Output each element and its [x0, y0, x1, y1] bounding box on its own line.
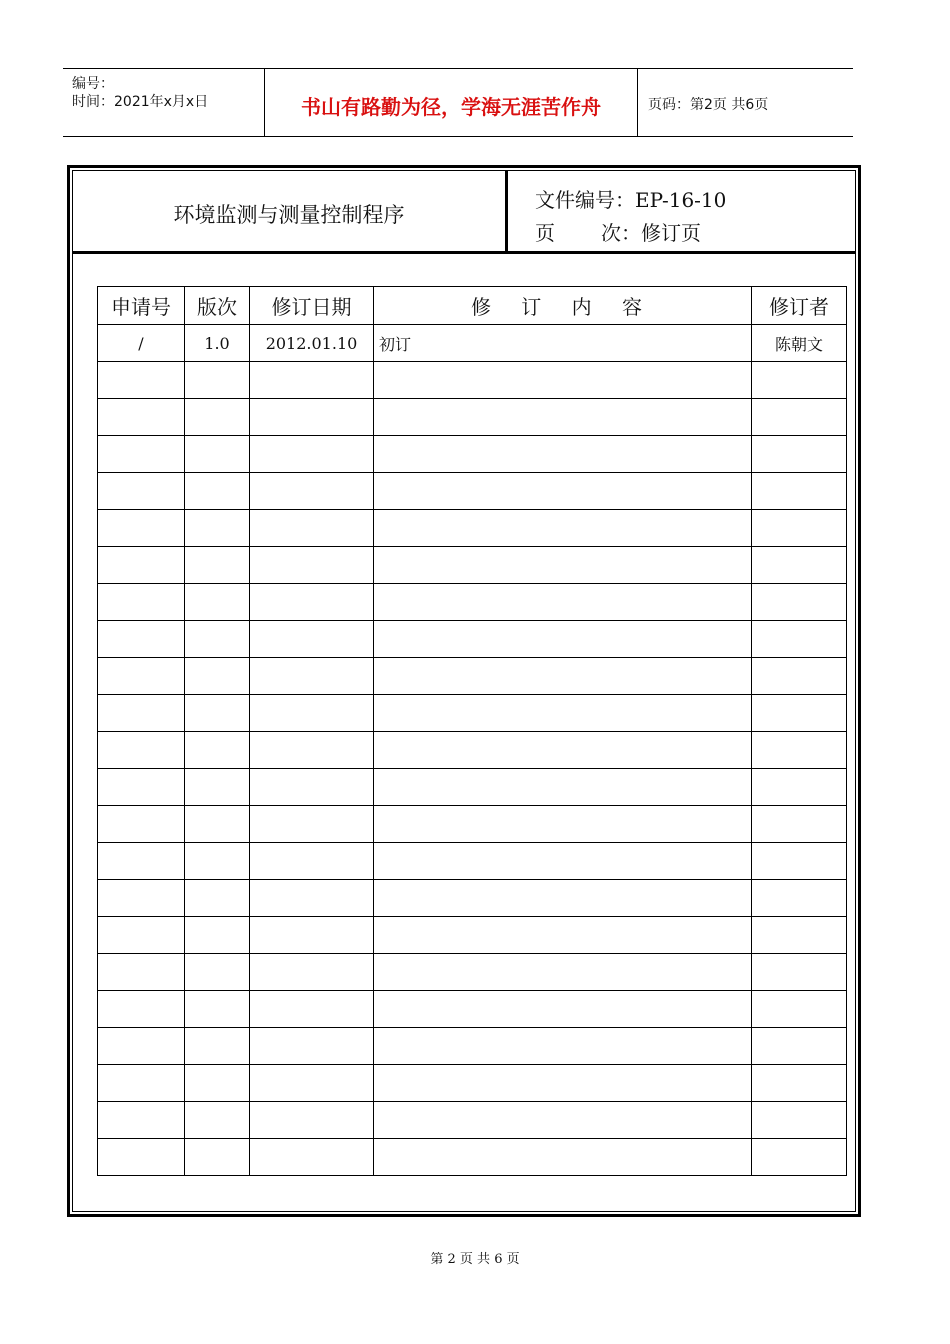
cell-revision-date [250, 880, 374, 917]
doc-number-label: 编号： [72, 76, 114, 92]
cell-reviser [752, 473, 847, 510]
cell-revision-date [250, 584, 374, 621]
cell-request-no [98, 1028, 185, 1065]
header-right-cell [638, 69, 853, 136]
cell-reviser [752, 695, 847, 732]
cell-version [185, 510, 250, 547]
cell-reviser: 陈朝文 [752, 325, 847, 362]
cell-version [185, 1102, 250, 1139]
cell-version [185, 732, 250, 769]
cell-revision-date [250, 732, 374, 769]
cell-revision-content [374, 806, 752, 843]
cell-revision-date [250, 621, 374, 658]
cell-revision-content [374, 880, 752, 917]
table-row [98, 806, 847, 843]
cell-reviser [752, 1102, 847, 1139]
page-info [535, 217, 701, 246]
cell-revision-date [250, 843, 374, 880]
cell-reviser [752, 917, 847, 954]
table-row [98, 880, 847, 917]
cell-reviser [752, 621, 847, 658]
cell-revision-content [374, 621, 752, 658]
cell-request-no: / [98, 325, 185, 362]
cell-request-no [98, 584, 185, 621]
cell-revision-content [374, 658, 752, 695]
cell-revision-content [374, 584, 752, 621]
cell-revision-date [250, 1102, 374, 1139]
file-number: 文件编号：EP-16-10 [535, 188, 727, 212]
cell-request-no [98, 917, 185, 954]
table-row [98, 1028, 847, 1065]
running-header [63, 68, 853, 137]
cell-request-no [98, 362, 185, 399]
cell-revision-date [250, 917, 374, 954]
cell-revision-date [250, 954, 374, 991]
cell-reviser [752, 658, 847, 695]
cell-version [185, 547, 250, 584]
cell-revision-date [250, 769, 374, 806]
cell-request-no [98, 1065, 185, 1102]
cell-reviser [752, 769, 847, 806]
cell-revision-date: 2012.01.10 [250, 325, 374, 362]
cell-version [185, 917, 250, 954]
cell-version [185, 806, 250, 843]
cell-request-no [98, 1139, 185, 1176]
cell-revision-date [250, 547, 374, 584]
table-row [98, 843, 847, 880]
cell-revision-content [374, 1102, 752, 1139]
cell-version [185, 473, 250, 510]
cell-revision-content [374, 1065, 752, 1102]
cell-reviser [752, 547, 847, 584]
cell-revision-content: 初订 [374, 325, 752, 362]
revision-table [97, 286, 847, 1176]
cell-revision-content [374, 769, 752, 806]
cell-revision-date [250, 1065, 374, 1102]
cell-request-no [98, 436, 185, 473]
table-row [98, 547, 847, 584]
page-label: 页 [535, 221, 555, 245]
cell-revision-content [374, 510, 752, 547]
cell-request-no [98, 843, 185, 880]
cell-revision-content [374, 991, 752, 1028]
table-row [98, 362, 847, 399]
table-row [98, 399, 847, 436]
cell-revision-content [374, 732, 752, 769]
cell-revision-date [250, 362, 374, 399]
cell-version: 1.0 [185, 325, 250, 362]
table-row [98, 658, 847, 695]
cell-request-no [98, 954, 185, 991]
cell-revision-content [374, 547, 752, 584]
cell-request-no [98, 547, 185, 584]
col-header-request-no: 申请号 [98, 287, 185, 325]
cell-reviser [752, 510, 847, 547]
table-row [98, 473, 847, 510]
cell-reviser [752, 1139, 847, 1176]
cell-request-no [98, 1102, 185, 1139]
cell-revision-date [250, 399, 374, 436]
table-row [98, 621, 847, 658]
cell-revision-date [250, 806, 374, 843]
table-row [98, 1139, 847, 1176]
cell-reviser [752, 843, 847, 880]
cell-reviser [752, 732, 847, 769]
table-row [98, 436, 847, 473]
cell-revision-content [374, 1139, 752, 1176]
page-value: 次：修订页 [601, 221, 701, 245]
table-row [98, 917, 847, 954]
cell-revision-content [374, 436, 752, 473]
cell-reviser [752, 806, 847, 843]
cell-reviser [752, 436, 847, 473]
table-row [98, 584, 847, 621]
cell-revision-date [250, 1139, 374, 1176]
table-header-row [98, 287, 847, 325]
cell-revision-date [250, 695, 374, 732]
cell-version [185, 1028, 250, 1065]
cell-request-no [98, 399, 185, 436]
cell-request-no [98, 880, 185, 917]
cell-revision-content [374, 1028, 752, 1065]
cell-request-no [98, 473, 185, 510]
cell-version [185, 436, 250, 473]
cell-reviser [752, 1028, 847, 1065]
cell-revision-date [250, 510, 374, 547]
motto-text: 书山有路勤为径，学海无涯苦作舟 [301, 95, 601, 119]
table-row [98, 954, 847, 991]
page-footer: 第 2 页 共 6 页 [430, 1252, 520, 1267]
cell-revision-content [374, 954, 752, 991]
cell-request-no [98, 991, 185, 1028]
title-band [73, 171, 855, 254]
cell-request-no [98, 732, 185, 769]
table-body [98, 325, 847, 1176]
cell-reviser [752, 954, 847, 991]
col-header-revision-content: 修 订 内 容 [374, 287, 752, 325]
header-left-cell [63, 69, 265, 136]
cell-version [185, 658, 250, 695]
document-frame [67, 165, 861, 1217]
cell-version [185, 991, 250, 1028]
cell-request-no [98, 510, 185, 547]
cell-reviser [752, 880, 847, 917]
cell-version [185, 399, 250, 436]
col-header-revision-date: 修订日期 [250, 287, 374, 325]
table-row [98, 695, 847, 732]
cell-revision-content [374, 917, 752, 954]
cell-revision-content [374, 695, 752, 732]
cell-revision-content [374, 843, 752, 880]
cell-reviser [752, 1065, 847, 1102]
cell-request-no [98, 658, 185, 695]
table-row [98, 991, 847, 1028]
document-title: 环境监测与测量控制程序 [173, 203, 405, 227]
table-row [98, 769, 847, 806]
cell-version [185, 621, 250, 658]
cell-version [185, 880, 250, 917]
cell-revision-date [250, 991, 374, 1028]
cell-version [185, 769, 250, 806]
header-page-number: 页码：第2页 共6页 [648, 97, 769, 113]
cell-revision-date [250, 436, 374, 473]
cell-request-no [98, 621, 185, 658]
cell-request-no [98, 806, 185, 843]
cell-version [185, 584, 250, 621]
title-cell [73, 171, 508, 251]
table-row [98, 510, 847, 547]
cell-version [185, 362, 250, 399]
cell-revision-date [250, 1028, 374, 1065]
table-row [98, 1065, 847, 1102]
cell-revision-content [374, 362, 752, 399]
document-inner-frame [72, 170, 856, 1212]
cell-reviser [752, 362, 847, 399]
header-middle-cell [265, 69, 638, 136]
cell-version [185, 695, 250, 732]
col-header-version: 版次 [185, 287, 250, 325]
cell-reviser [752, 584, 847, 621]
cell-reviser [752, 399, 847, 436]
cell-version [185, 843, 250, 880]
doc-date: 时间：2021年x月x日 [72, 94, 209, 110]
table-row [98, 325, 847, 362]
cell-revision-date [250, 473, 374, 510]
cell-revision-date [250, 658, 374, 695]
cell-version [185, 954, 250, 991]
cell-revision-content [374, 399, 752, 436]
cell-request-no [98, 695, 185, 732]
table-row [98, 732, 847, 769]
cell-version [185, 1065, 250, 1102]
table-row [98, 1102, 847, 1139]
cell-version [185, 1139, 250, 1176]
cell-request-no [98, 769, 185, 806]
cell-revision-content [374, 473, 752, 510]
col-header-reviser: 修订者 [752, 287, 847, 325]
cell-reviser [752, 991, 847, 1028]
